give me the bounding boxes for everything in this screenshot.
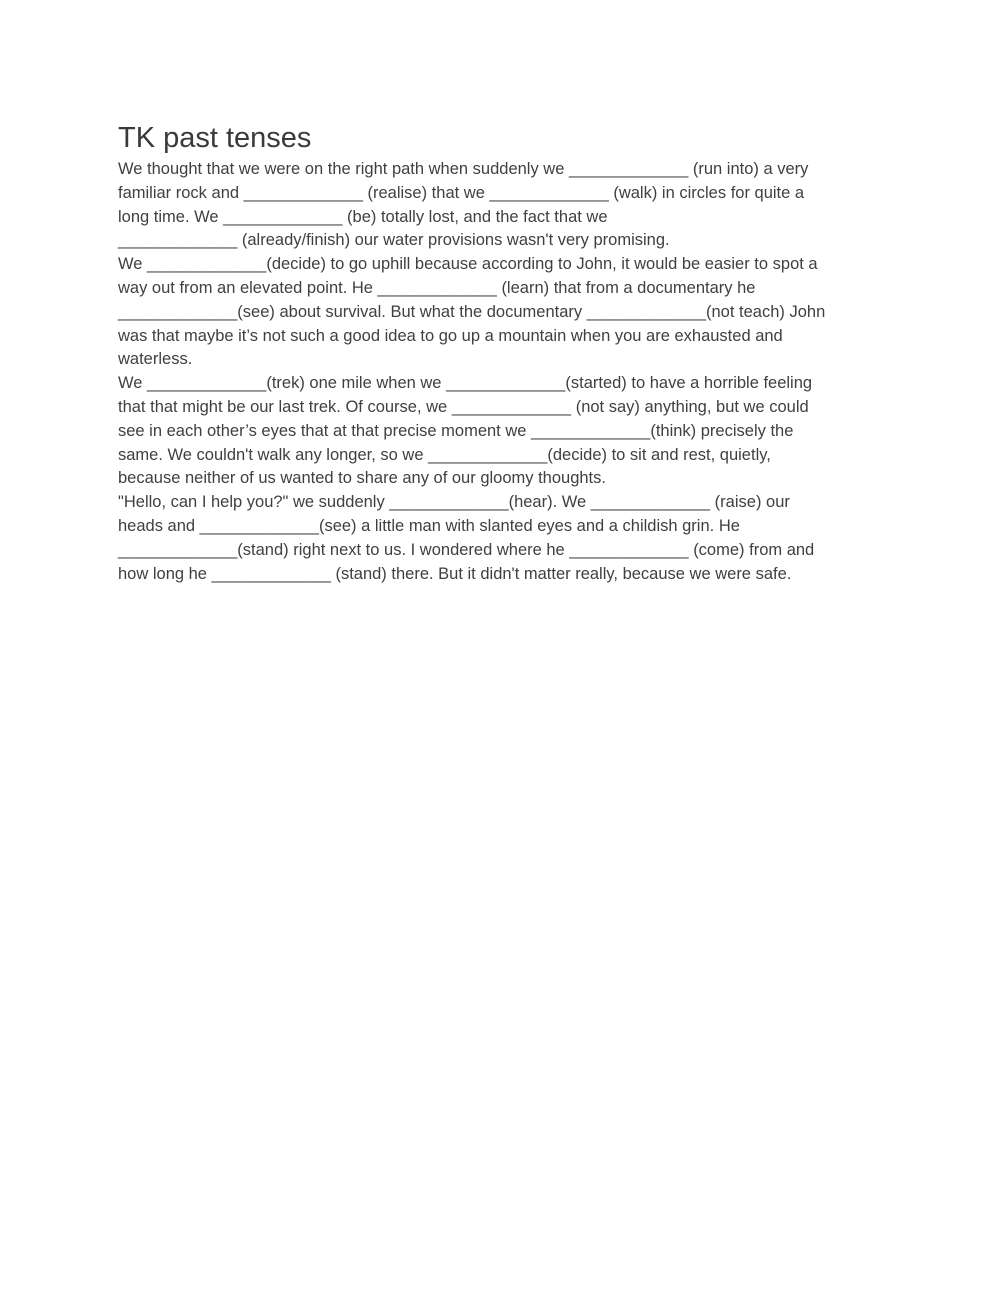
text-line: because neither of us wanted to share any of our gloomy thoughts.: [118, 469, 606, 488]
text-line: _____________(stand) right next to us. I wondered where he _____________ (come) from and: [118, 540, 815, 559]
exercise-text: [118, 158, 888, 586]
text-line: waterless.: [118, 350, 193, 369]
text-line: We _____________(decide) to go uphill because according to John, it would be easier to spot a: [118, 255, 818, 274]
worksheet-content: [118, 118, 888, 586]
text-line: familiar rock and _____________ (realise) that we _____________ (walk) in circles for quite a: [118, 183, 805, 202]
text-line: was that maybe it’s not such a good idea to go up a mountain when you are exhausted and: [118, 326, 783, 345]
text-line: see in each other’s eyes that at that precise moment we _____________(think) precisely the: [118, 421, 794, 440]
text-line: long time. We _____________ (be) totally lost, and the fact that we: [118, 207, 608, 226]
text-line: _____________(see) about survival. But what the documentary _____________(not teach) John: [118, 302, 826, 321]
text-line: We thought that we were on the right path when suddenly we _____________ (run into) a very: [118, 160, 809, 178]
worksheet-title: TK past tenses: [118, 122, 312, 154]
text-line: how long he _____________ (stand) there. But it didn't matter really, because we were safe.: [118, 564, 792, 583]
text-line: "Hello, can I help you?" we suddenly _____________(hear). We _____________ (raise) our: [118, 493, 790, 512]
text-line: way out from an elevated point. He _____________ (learn) that from a documentary he: [118, 278, 756, 297]
text-line: heads and _____________(see) a little man with slanted eyes and a childish grin. He: [118, 516, 740, 535]
text-line: We _____________(trek) one mile when we _____________(started) to have a horrible feeling: [118, 374, 813, 393]
text-line: same. We couldn't walk any longer, so we _____________(decide) to sit and rest, quietly,: [118, 445, 771, 464]
text-line: _____________ (already/finish) our water provisions wasn't very promising.: [118, 231, 670, 250]
text-line: that that might be our last trek. Of course, we _____________ (not say) anything, but we could: [118, 397, 809, 416]
